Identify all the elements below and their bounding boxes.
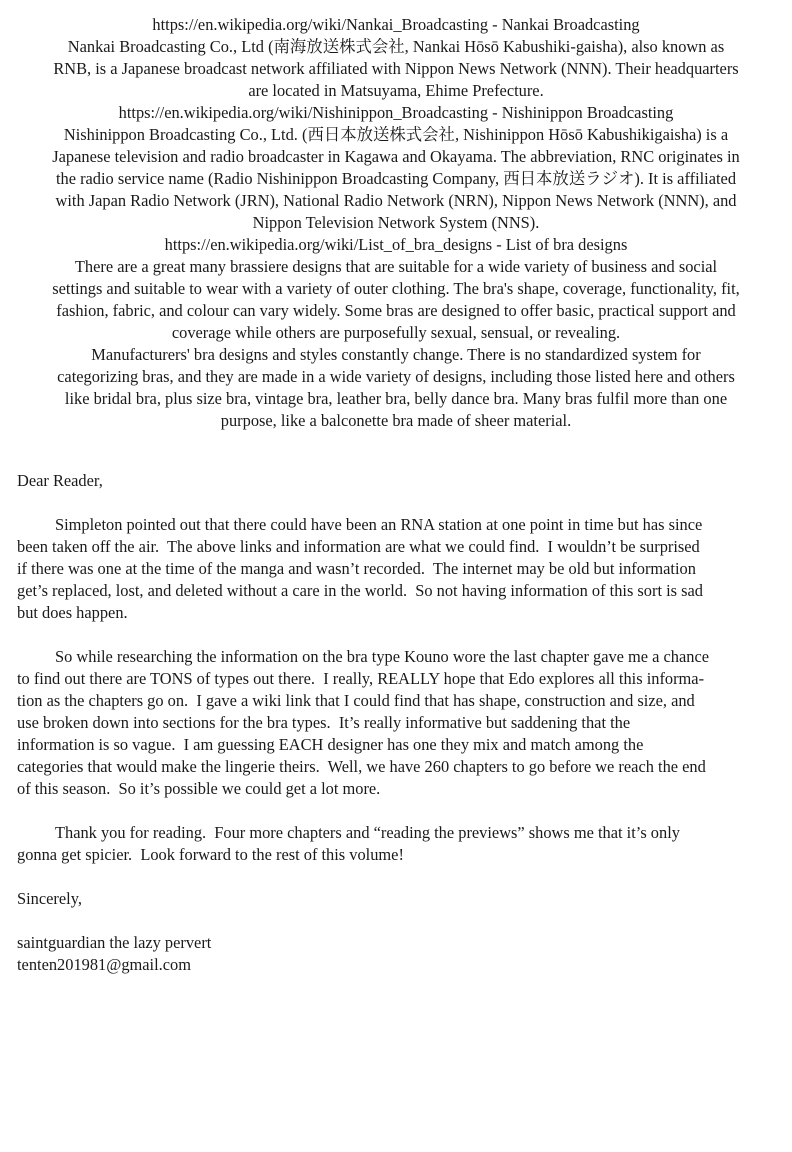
reference-line: purpose, like a balconette bra made of sheer material. bbox=[220, 411, 572, 430]
reference-line: Japanese television and radio broadcaster in Kagawa and Okayama. The abbreviation, RNC originates in bbox=[52, 147, 740, 166]
reference-line: RNB, is a Japanese broadcast network affiliated with Nippon News Network (NNN). Their headquarters bbox=[53, 59, 739, 78]
reference-line: categorizing bras, and they are made in a wide variety of designs, including those listed here and others bbox=[57, 367, 735, 386]
reference-line: https://en.wikipedia.org/wiki/Nankai_Broadcasting - Nankai Broadcasting bbox=[152, 15, 640, 34]
letter-paragraph bbox=[17, 822, 775, 866]
letter-line: to find out there are TONS of types out there. I really, REALLY hope that Edo explores all this informa- bbox=[17, 669, 705, 688]
letter-line: Thank you for reading. Four more chapters and “reading the previews” shows me that it’s only bbox=[55, 823, 680, 842]
letter-line: if there was one at the time of the manga and wasn’t recorded. The internet may be old but information bbox=[17, 559, 696, 578]
letter-paragraph bbox=[17, 514, 775, 624]
letter-closing: Sincerely, bbox=[17, 889, 82, 908]
reference-line: settings and suitable to wear with a variety of outer clothing. The bra's shape, coverage, functionality, fit, bbox=[52, 279, 740, 298]
reference-line: Manufacturers' bra designs and styles constantly change. There is no standardized system for bbox=[91, 345, 701, 364]
signature-block bbox=[17, 932, 775, 976]
letter-line: information is so vague. I am guessing EACH designer has one they mix and match among the bbox=[17, 735, 644, 754]
letter-line: tion as the chapters go on. I gave a wiki link that I could find that has shape, construction and size, and bbox=[17, 691, 695, 710]
reference-line: like bridal bra, plus size bra, vintage bra, leather bra, belly dance bra. Many bras fulfil more than one bbox=[64, 389, 728, 408]
letter-line: but does happen. bbox=[17, 603, 128, 622]
reference-line: the radio service name (Radio Nishinippon Broadcasting Company, 西日本放送ラジオ). It is affiliated bbox=[55, 169, 737, 188]
letter-line: Simpleton pointed out that there could have been an RNA station at one point in time but has since bbox=[55, 515, 703, 534]
letter-line: get’s replaced, lost, and deleted without a care in the world. So not having information of this sort is sad bbox=[17, 581, 703, 600]
reference-line: with Japan Radio Network (JRN), National Radio Network (NRN), Nippon News Network (NNN), and bbox=[55, 191, 737, 210]
letter-line: been taken off the air. The above links and information are what we could find. I wouldn’t be surprised bbox=[17, 537, 700, 556]
letter-line: gonna get spicier. Look forward to the rest of this volume! bbox=[17, 845, 404, 864]
reference-line: There are a great many brassiere designs that are suitable for a wide variety of business and social bbox=[74, 257, 718, 276]
reference-line: Nankai Broadcasting Co., Ltd (南海放送株式会社, Nankai Hōsō Kabushiki-gaisha), also known as bbox=[67, 37, 725, 56]
letter-line: categories that would make the lingerie theirs. Well, we have 260 chapters to go before we reach the end bbox=[17, 757, 706, 776]
letter-line: of this season. So it’s possible we could get a lot more. bbox=[17, 779, 381, 798]
reference-line: https://en.wikipedia.org/wiki/List_of_bra_designs - List of bra designs bbox=[164, 235, 628, 254]
letter-line: use broken down into sections for the bra types. It’s really informative but saddening that the bbox=[17, 713, 631, 732]
letter-line: So while researching the information on the bra type Kouno wore the last chapter gave me a chance bbox=[55, 647, 710, 666]
letter-salutation: Dear Reader, bbox=[17, 471, 103, 490]
reference-line: Nippon Television Network System (NNS). bbox=[252, 213, 540, 232]
reference-line: Nishinippon Broadcasting Co., Ltd. (西日本放送株式会社, Nishinippon Hōsō Kabushikigaisha) is a bbox=[63, 125, 729, 144]
references-section bbox=[17, 14, 775, 432]
letter-paragraph bbox=[17, 646, 775, 800]
reference-line: are located in Matsuyama, Ehime Prefecture. bbox=[248, 81, 544, 100]
reference-line: fashion, fabric, and colour can vary widely. Some bras are designed to offer basic, practical support and bbox=[56, 301, 736, 320]
reference-line: coverage while others are purposefully sexual, sensual, or revealing. bbox=[171, 323, 621, 342]
signature-email: tenten201981@gmail.com bbox=[17, 955, 191, 974]
signature-name: saintguardian the lazy pervert bbox=[17, 933, 212, 952]
letter-section bbox=[17, 470, 775, 976]
reference-line: https://en.wikipedia.org/wiki/Nishinippon_Broadcasting - Nishinippon Broadcasting bbox=[118, 103, 674, 122]
